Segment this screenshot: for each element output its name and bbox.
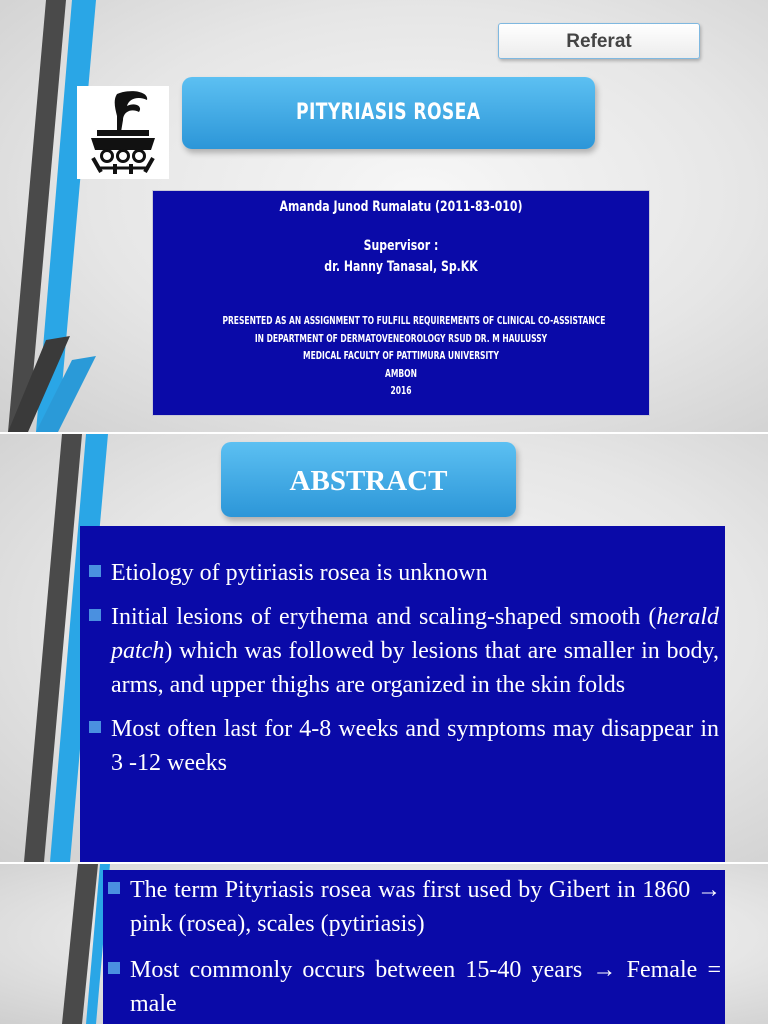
torch-logo-icon <box>77 86 169 179</box>
bullet-text: Most commonly occurs between 15-40 years → Female = male <box>130 957 721 1017</box>
list-item <box>88 600 719 702</box>
stripes-decoration <box>0 0 110 432</box>
abstract-slide <box>0 434 768 862</box>
title-slide <box>0 0 768 432</box>
referat-badge <box>498 23 700 59</box>
presented-line: PRESENTED AS AN ASSIGNMENT TO FULFILL REQUIREMENTS OF CLINICAL CO-ASSISTANCE <box>222 315 606 327</box>
bullet-text: Initial lesions of erythema and scaling-shaped smooth ( <box>111 604 657 630</box>
bullet-square-icon <box>89 609 101 621</box>
bullet-square-icon <box>89 721 101 733</box>
page-title: PITYRIASIS ROSEA <box>296 100 481 125</box>
bullet-text: Etiology of pytiriasis rosea is unknown <box>111 560 488 586</box>
bullet-square-icon <box>89 565 101 577</box>
author-line: Amanda Junod Rumalatu (2011-83-010) <box>279 199 523 215</box>
list-item <box>107 953 721 1021</box>
herald-patch-text: herald patch <box>111 604 719 664</box>
bullet-text: The term Pityriasis rosea was first used by Gibert in 1860 → pink (rosea), scales (pytiriasis) <box>130 877 721 937</box>
abstract-heading: ABSTRACT <box>289 465 448 497</box>
presented-line: IN DEPARTMENT OF DERMATOVENEOROLOGY RSUD DR. M HAULUSSY <box>254 332 548 345</box>
bullet-square-icon <box>108 962 120 974</box>
supervisor-name: dr. Hanny Tanasal, Sp.KK <box>324 259 478 275</box>
list-item <box>88 556 719 590</box>
university-logo <box>77 86 169 179</box>
intro-content-box <box>103 870 725 1024</box>
abstract-heading-box <box>221 442 516 517</box>
abstract-content-box <box>80 526 725 862</box>
info-box <box>152 190 650 416</box>
list-item <box>88 712 719 780</box>
title-banner <box>182 77 595 149</box>
bullet-text: ) which was followed by lesions that are smaller in body, arms, and upper thighs are organized in the skin folds <box>111 638 719 698</box>
bullet-text: Most often last for 4-8 weeks and symptoms may disappear in 3 -12 weeks <box>111 716 719 776</box>
supervisor-label: Supervisor : <box>363 238 439 254</box>
intro-slide <box>0 864 768 1024</box>
presented-line: MEDICAL FACULTY OF PATTIMURA UNIVERSITY <box>303 350 499 362</box>
referat-label: Referat <box>566 31 632 52</box>
presented-line: 2016 <box>390 385 412 397</box>
list-item <box>107 873 721 941</box>
stripes-decoration <box>0 864 110 1024</box>
bullet-square-icon <box>108 882 120 894</box>
presented-line: AMBON <box>385 367 417 380</box>
